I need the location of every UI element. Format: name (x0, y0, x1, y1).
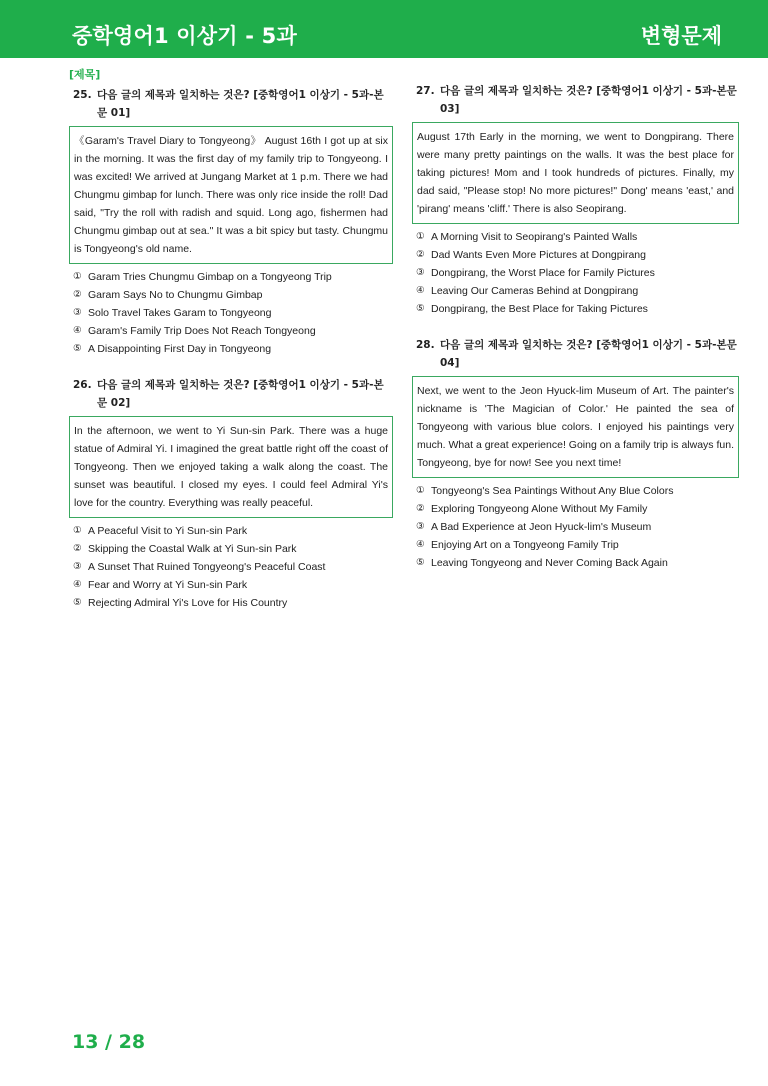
choice-marker: ⑤ (73, 597, 82, 608)
choice-marker: ⑤ (73, 343, 82, 354)
question-prompt: 다음 글의 제목과 일치하는 것은? [중학영어1 이상기 - 5과-본문 01] (97, 89, 384, 119)
choice-text: Garam Tries Chungmu Gimbap on a Tongyeong Trip (88, 271, 332, 283)
choice-marker: ① (73, 525, 82, 536)
choice-marker: ③ (416, 521, 425, 532)
question-number: 28. (416, 339, 435, 351)
choice-text: Dongpirang, the Best Place for Taking Pictures (431, 303, 648, 315)
choice-marker: ② (416, 503, 425, 514)
page-header (0, 0, 768, 58)
section-tag: [제목] (69, 68, 101, 81)
choice-text: A Bad Experience at Jeon Hyuck-lim's Museum (431, 521, 652, 533)
question-28 (412, 336, 739, 572)
left-column (69, 66, 393, 630)
question-header (69, 86, 393, 122)
choice-marker: ④ (73, 579, 82, 590)
choice-text: Dad Wants Even More Pictures at Dongpirang (431, 249, 646, 261)
choice-item (416, 228, 739, 246)
choice-item (416, 300, 739, 318)
choice-item (416, 482, 739, 500)
choice-marker: ④ (416, 285, 425, 296)
choice-text: Skipping the Coastal Walk at Yi Sun-sin Park (88, 543, 297, 555)
choice-item (73, 558, 393, 576)
choice-marker: ① (416, 231, 425, 242)
choice-item (73, 594, 393, 612)
choice-text: A Peaceful Visit to Yi Sun-sin Park (88, 525, 248, 537)
choice-item (73, 286, 393, 304)
question-27 (412, 82, 739, 318)
page-number: 13 / 28 (72, 1031, 146, 1053)
choice-item (416, 282, 739, 300)
choice-text: Enjoying Art on a Tongyeong Family Trip (431, 539, 619, 551)
choice-marker: ② (73, 543, 82, 554)
choice-list (69, 268, 393, 358)
question-passage: August 17th Early in the morning, we went to Dongpirang. There were many pretty paintings on the walls. It was the best place for taking pictures! Mom and I took hundreds of pictures. Finally, my dad said, "Please stop! No more pictures!" Dong' means 'east,' and 'pirang' means 'cliff.' There is also Seopirang. (412, 122, 739, 224)
choice-item (73, 322, 393, 340)
choice-text: A Sunset That Ruined Tongyeong's Peaceful Coast (88, 561, 326, 573)
question-header (412, 336, 739, 372)
choice-text: Fear and Worry at Yi Sun-sin Park (88, 579, 248, 591)
question-passage: 《Garam's Travel Diary to Tongyeong》 August 16th I got up at six in the morning. It was the first day of my family trip to Tongyeong. I was excited! We arrived at Jungang Market at 1 p.m. There we had Chungmu gimbap for lunch. There was only rice inside the roll! Dad said, "Try the roll with radish and squid. Long ago, fishermen had Chungmu gimbap out at sea." It was a bit spicy but tasty. Chungmu is Tongyeong's old name. (69, 126, 393, 264)
question-26 (69, 376, 393, 612)
choice-item (73, 340, 393, 358)
choice-text: A Morning Visit to Seopirang's Painted Walls (431, 231, 638, 243)
choice-text: Solo Travel Takes Garam to Tongyeong (88, 307, 272, 319)
right-column (412, 82, 739, 590)
choice-text: Tongyeong's Sea Paintings Without Any Blue Colors (431, 485, 674, 497)
choice-list (412, 228, 739, 318)
choice-text: Garam's Family Trip Does Not Reach Tongyeong (88, 325, 316, 337)
choice-text: Dongpirang, the Worst Place for Family Pictures (431, 267, 655, 279)
question-passage: Next, we went to the Jeon Hyuck-lim Museum of Art. The painter's nickname is 'The Magician of Color.' He painted the sea of Tongyeong with various blue colors. I enjoyed his paintings very much. What a great experience! Going on a family trip is always fun. Tongyeong, bye for now! See you next time! (412, 376, 739, 478)
document-title: 중학영어1 이상기 - 5과 (72, 24, 297, 48)
choice-marker: ④ (73, 325, 82, 336)
choice-marker: ④ (416, 539, 425, 550)
choice-text: Rejecting Admiral Yi's Love for His Country (88, 597, 288, 609)
choice-text: Leaving Tongyeong and Never Coming Back Again (431, 557, 668, 569)
document-category: 변형문제 (640, 24, 722, 48)
choice-text: Leaving Our Cameras Behind at Dongpirang (431, 285, 639, 297)
choice-item (73, 522, 393, 540)
choice-list (69, 522, 393, 612)
choice-marker: ③ (73, 561, 82, 572)
question-passage: In the afternoon, we went to Yi Sun-sin Park. There was a huge statue of Admiral Yi. I imagined the great battle right off the coast of Tongyeong. Then we enjoyed taking a walk along the coast. The sunset was beautiful. I closed my eyes. I could feel Admiral Yi's love for the country. Everything was really peaceful. (69, 416, 393, 518)
choice-item (416, 500, 739, 518)
question-header (412, 82, 739, 118)
choice-item (416, 264, 739, 282)
choice-marker: ② (73, 289, 82, 300)
choice-item (73, 576, 393, 594)
question-prompt: 다음 글의 제목과 일치하는 것은? [중학영어1 이상기 - 5과-본문 03] (440, 85, 737, 115)
choice-item (416, 518, 739, 536)
choice-item (73, 304, 393, 322)
question-prompt: 다음 글의 제목과 일치하는 것은? [중학영어1 이상기 - 5과-본문 04] (440, 339, 737, 369)
choice-item (73, 268, 393, 286)
choice-text: Garam Says No to Chungmu Gimbap (88, 289, 263, 301)
question-header (69, 376, 393, 412)
choice-text: Exploring Tongyeong Alone Without My Family (431, 503, 648, 515)
choice-marker: ① (73, 271, 82, 282)
choice-marker: ⑤ (416, 557, 425, 568)
choice-item (73, 540, 393, 558)
choice-marker: ① (416, 485, 425, 496)
choice-item (416, 246, 739, 264)
choice-marker: ③ (416, 267, 425, 278)
choice-marker: ③ (73, 307, 82, 318)
question-25 (69, 86, 393, 358)
choice-text: A Disappointing First Day in Tongyeong (88, 343, 272, 355)
choice-list (412, 482, 739, 572)
choice-item (416, 554, 739, 572)
question-prompt: 다음 글의 제목과 일치하는 것은? [중학영어1 이상기 - 5과-본문 02] (97, 379, 384, 409)
choice-item (416, 536, 739, 554)
question-number: 26. (73, 379, 92, 391)
question-number: 27. (416, 85, 435, 97)
question-number: 25. (73, 89, 92, 101)
choice-marker: ⑤ (416, 303, 425, 314)
choice-marker: ② (416, 249, 425, 260)
